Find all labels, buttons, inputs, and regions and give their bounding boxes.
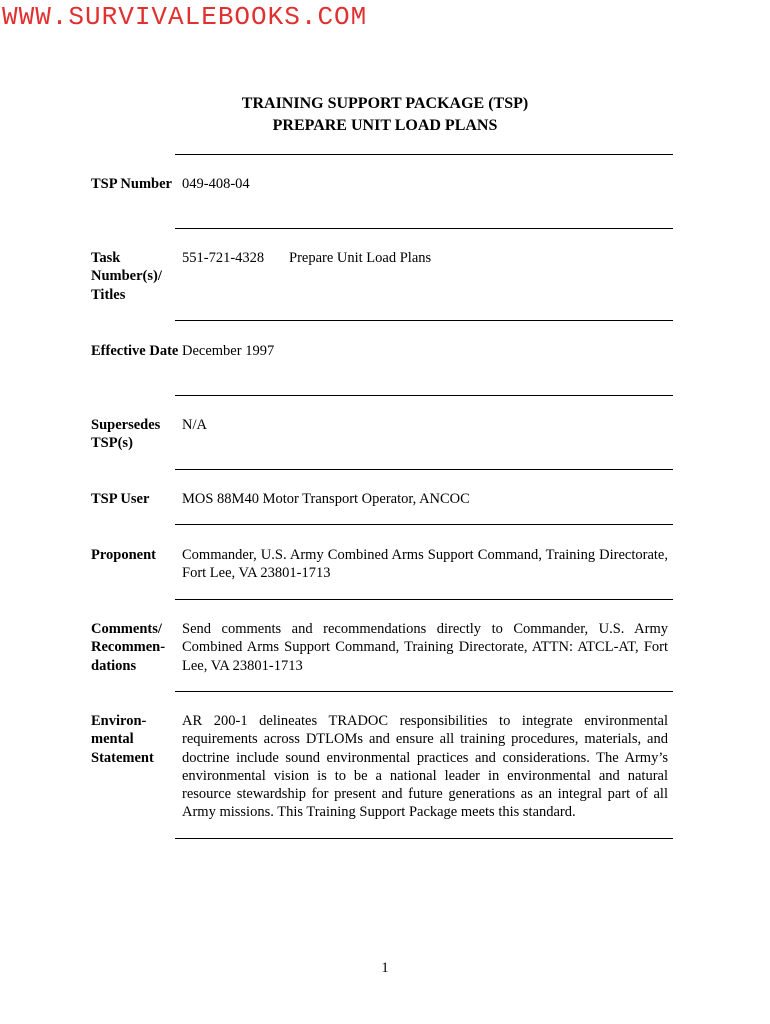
document-title-line2: PREPARE UNIT LOAD PLANS	[272, 117, 498, 134]
task-title: Prepare Unit Load Plans	[289, 250, 432, 266]
divider-rule	[175, 838, 673, 839]
row-label-supersedes: Supersedes TSP(s)	[91, 417, 161, 452]
row-value-supersedes: N/A	[182, 417, 207, 433]
row-label-task: Task Number(s)/ Titles	[91, 250, 162, 303]
divider-rule	[175, 599, 673, 600]
row-value-tsp-number: 049-408-04	[182, 176, 250, 192]
row-value-task	[182, 249, 668, 267]
row-label-tsp-user: TSP User	[91, 491, 150, 507]
divider-rule	[175, 524, 673, 525]
watermark: WWW.SURVIVALEBOOKS.COM	[2, 2, 368, 32]
row-value-effective-date: December 1997	[182, 343, 275, 359]
divider-rule	[175, 320, 673, 321]
divider-rule	[175, 691, 673, 692]
row-label-tsp-number: TSP Number	[91, 176, 172, 192]
document-title-line1: TRAINING SUPPORT PACKAGE (TSP)	[241, 95, 529, 112]
page-number: 1	[381, 960, 389, 976]
row-value-tsp-user: MOS 88M40 Motor Transport Operator, ANCOC	[182, 491, 470, 507]
row-value-environmental: AR 200-1 delineates TRADOC responsibilities to integrate environmental requirements across DTLOMs and ensure all training procedures, materials, and doctrine include sound environmental practices and considerations. The Army’s environmental vision is to be a national leader in environmental and natural resource stewardship for present and future generations as an integral part of all Army missions. This Training Support Package meets this standard.	[182, 713, 668, 821]
divider-rule	[175, 154, 673, 155]
row-label-effective-date: Effective Date	[91, 343, 179, 359]
row-label-environmental: Environ-mental Statement	[91, 713, 154, 766]
divider-rule	[175, 228, 673, 229]
row-label-comments: Comments/ Recommen-dations	[91, 621, 166, 674]
row-value-comments: Send comments and recommendations directly to Commander, U.S. Army Combined Arms Support Command, Training Directorate, ATTN: ATCL-AT, Fort Lee, VA 23801-1713	[182, 621, 668, 674]
row-label-proponent: Proponent	[91, 547, 156, 563]
divider-rule	[175, 395, 673, 396]
row-value-proponent: Commander, U.S. Army Combined Arms Support Command, Training Directorate, Fort Lee, VA 23801-1713	[182, 547, 668, 582]
task-number: 551-721-4328	[182, 250, 265, 266]
divider-rule	[175, 469, 673, 470]
